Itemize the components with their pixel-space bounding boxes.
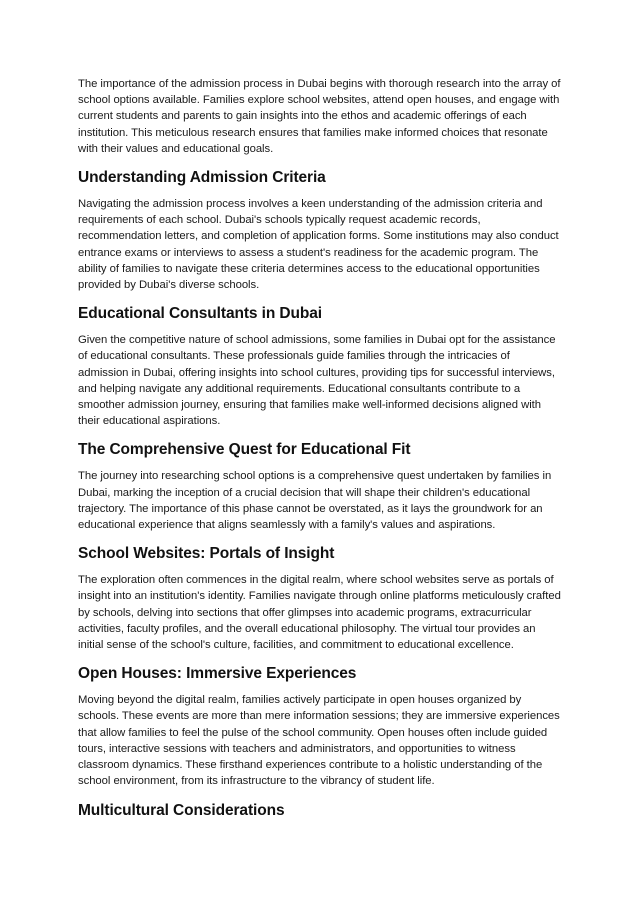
paragraph-educational-consultants: Given the competitive nature of school admissions, some families in Dubai opt for the assistance of educational consultants. These professionals guide families through the intricacies of admission in Dubai, offering insights into school cultures, providing tips for successful interviews, and helping navigate any additional requirements. Educational consultants contribute to a smoother admission journey, ensuring that families make well-informed decisions aligned with their educational aspirations.: [78, 334, 556, 428]
paragraph-open-houses: Moving beyond the digital realm, families actively participate in open houses organized by schools. These events are more than mere information sessions; they are immersive experiences that allow families to feel the pulse of the school community. Open houses often include guided tours, interactive sessions with teachers and administrators, and opportunities to witness classroom dynamics. These firsthand experiences contribute to a holistic understanding of the school environment, from its infrastructure to the vibrancy of student life.: [78, 694, 560, 788]
heading-school-websites: School Websites: Portals of Insight: [78, 545, 335, 563]
paragraph-admission-criteria: Navigating the admission process involves a keen understanding of the admission criteria and requirements of each school. Dubai's schools typically request academic records, recommendation letters, and completion of application forms. Some institutions may also conduct entrance exams or interviews to assess a student's readiness for the academic program. The ability of families to navigate these criteria determines access to the educational opportunities provided by Dubai's diverse schools.: [78, 198, 559, 292]
paragraph-school-websites: The exploration often commences in the digital realm, where school websites serve as portals of insight into an institution's identity. Families navigate through online platforms meticulously crafted by schools, delving into sections that offer glimpses into academic programs, extracurricular activities, faculty profiles, and the overall educational philosophy. The virtual tour provides an initial sense of the school's culture, facilities, and commitment to educational excellence.: [78, 574, 561, 652]
heading-understanding-admission-criteria: Understanding Admission Criteria: [78, 169, 326, 187]
heading-comprehensive-quest: The Comprehensive Quest for Educational Fit: [78, 441, 411, 459]
heading-educational-consultants: Educational Consultants in Dubai: [78, 305, 322, 323]
heading-multicultural-considerations: Multicultural Considerations: [78, 801, 285, 819]
heading-open-houses: Open Houses: Immersive Experiences: [78, 665, 357, 683]
paragraph-comprehensive-quest: The journey into researching school options is a comprehensive quest undertaken by families in Dubai, marking the inception of a crucial decision that will shape their children's educational trajectory. The importance of this phase cannot be overstated, as it lays the groundwork for an educational experience that aligns seamlessly with a family's values and aspirations.: [78, 470, 552, 532]
document-page: [78, 76, 562, 829]
intro-paragraph: The importance of the admission process in Dubai begins with thorough research into the array of school options available. Families explore school websites, attend open houses, and engage with current students and parents to gain insights into the ethos and academic offerings of each institution. This meticulous research ensures that families make informed choices that resonate with their values and educational goals.: [78, 78, 561, 155]
